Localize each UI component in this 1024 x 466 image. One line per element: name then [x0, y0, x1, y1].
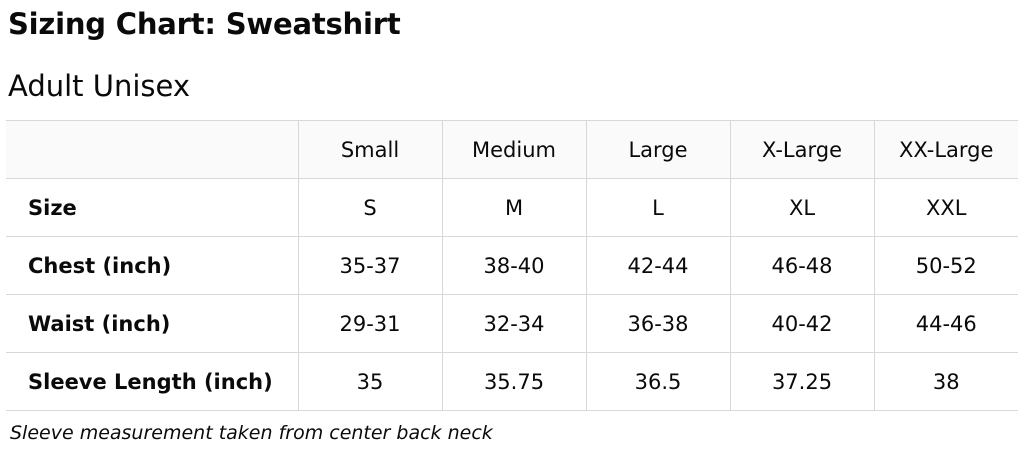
column-header-xx-large: XX-Large: [874, 121, 1018, 179]
table-corner-cell: [6, 121, 298, 179]
column-header-x-large: X-Large: [730, 121, 874, 179]
sizing-chart-page: [0, 6, 1024, 466]
cell-waist-medium: 32-34: [442, 295, 586, 353]
table-row: [6, 295, 1018, 353]
page-title: Sizing Chart: Sweatshirt: [8, 7, 401, 41]
table-body: [6, 179, 1018, 411]
cell-chest-x-large: 46-48: [730, 237, 874, 295]
cell-sleeve-small: 35: [298, 353, 442, 411]
cell-size-small: S: [298, 179, 442, 237]
cell-waist-small: 29-31: [298, 295, 442, 353]
table-header-row: [6, 121, 1018, 179]
row-header-sleeve-length: Sleeve Length (inch): [6, 353, 298, 411]
cell-sleeve-large: 36.5: [586, 353, 730, 411]
section-subtitle: Adult Unisex: [8, 69, 191, 103]
cell-chest-large: 42-44: [586, 237, 730, 295]
table-row: [6, 353, 1018, 411]
cell-size-large: L: [586, 179, 730, 237]
row-header-chest: Chest (inch): [6, 237, 298, 295]
table-row: [6, 179, 1018, 237]
cell-chest-xx-large: 50-52: [874, 237, 1018, 295]
cell-sleeve-x-large: 37.25: [730, 353, 874, 411]
column-header-medium: Medium: [442, 121, 586, 179]
row-header-waist: Waist (inch): [6, 295, 298, 353]
column-header-large: Large: [586, 121, 730, 179]
cell-size-xx-large: XXL: [874, 179, 1018, 237]
cell-size-x-large: XL: [730, 179, 874, 237]
table-row: [6, 237, 1018, 295]
footnote: Sleeve measurement taken from center back neck: [10, 422, 493, 444]
sizing-table: [6, 120, 1018, 411]
cell-waist-large: 36-38: [586, 295, 730, 353]
cell-size-medium: M: [442, 179, 586, 237]
cell-sleeve-xx-large: 38: [874, 353, 1018, 411]
column-header-small: Small: [298, 121, 442, 179]
table-header: [6, 121, 1018, 179]
cell-chest-small: 35-37: [298, 237, 442, 295]
cell-waist-x-large: 40-42: [730, 295, 874, 353]
cell-chest-medium: 38-40: [442, 237, 586, 295]
row-header-size: Size: [6, 179, 298, 237]
cell-sleeve-medium: 35.75: [442, 353, 586, 411]
cell-waist-xx-large: 44-46: [874, 295, 1018, 353]
